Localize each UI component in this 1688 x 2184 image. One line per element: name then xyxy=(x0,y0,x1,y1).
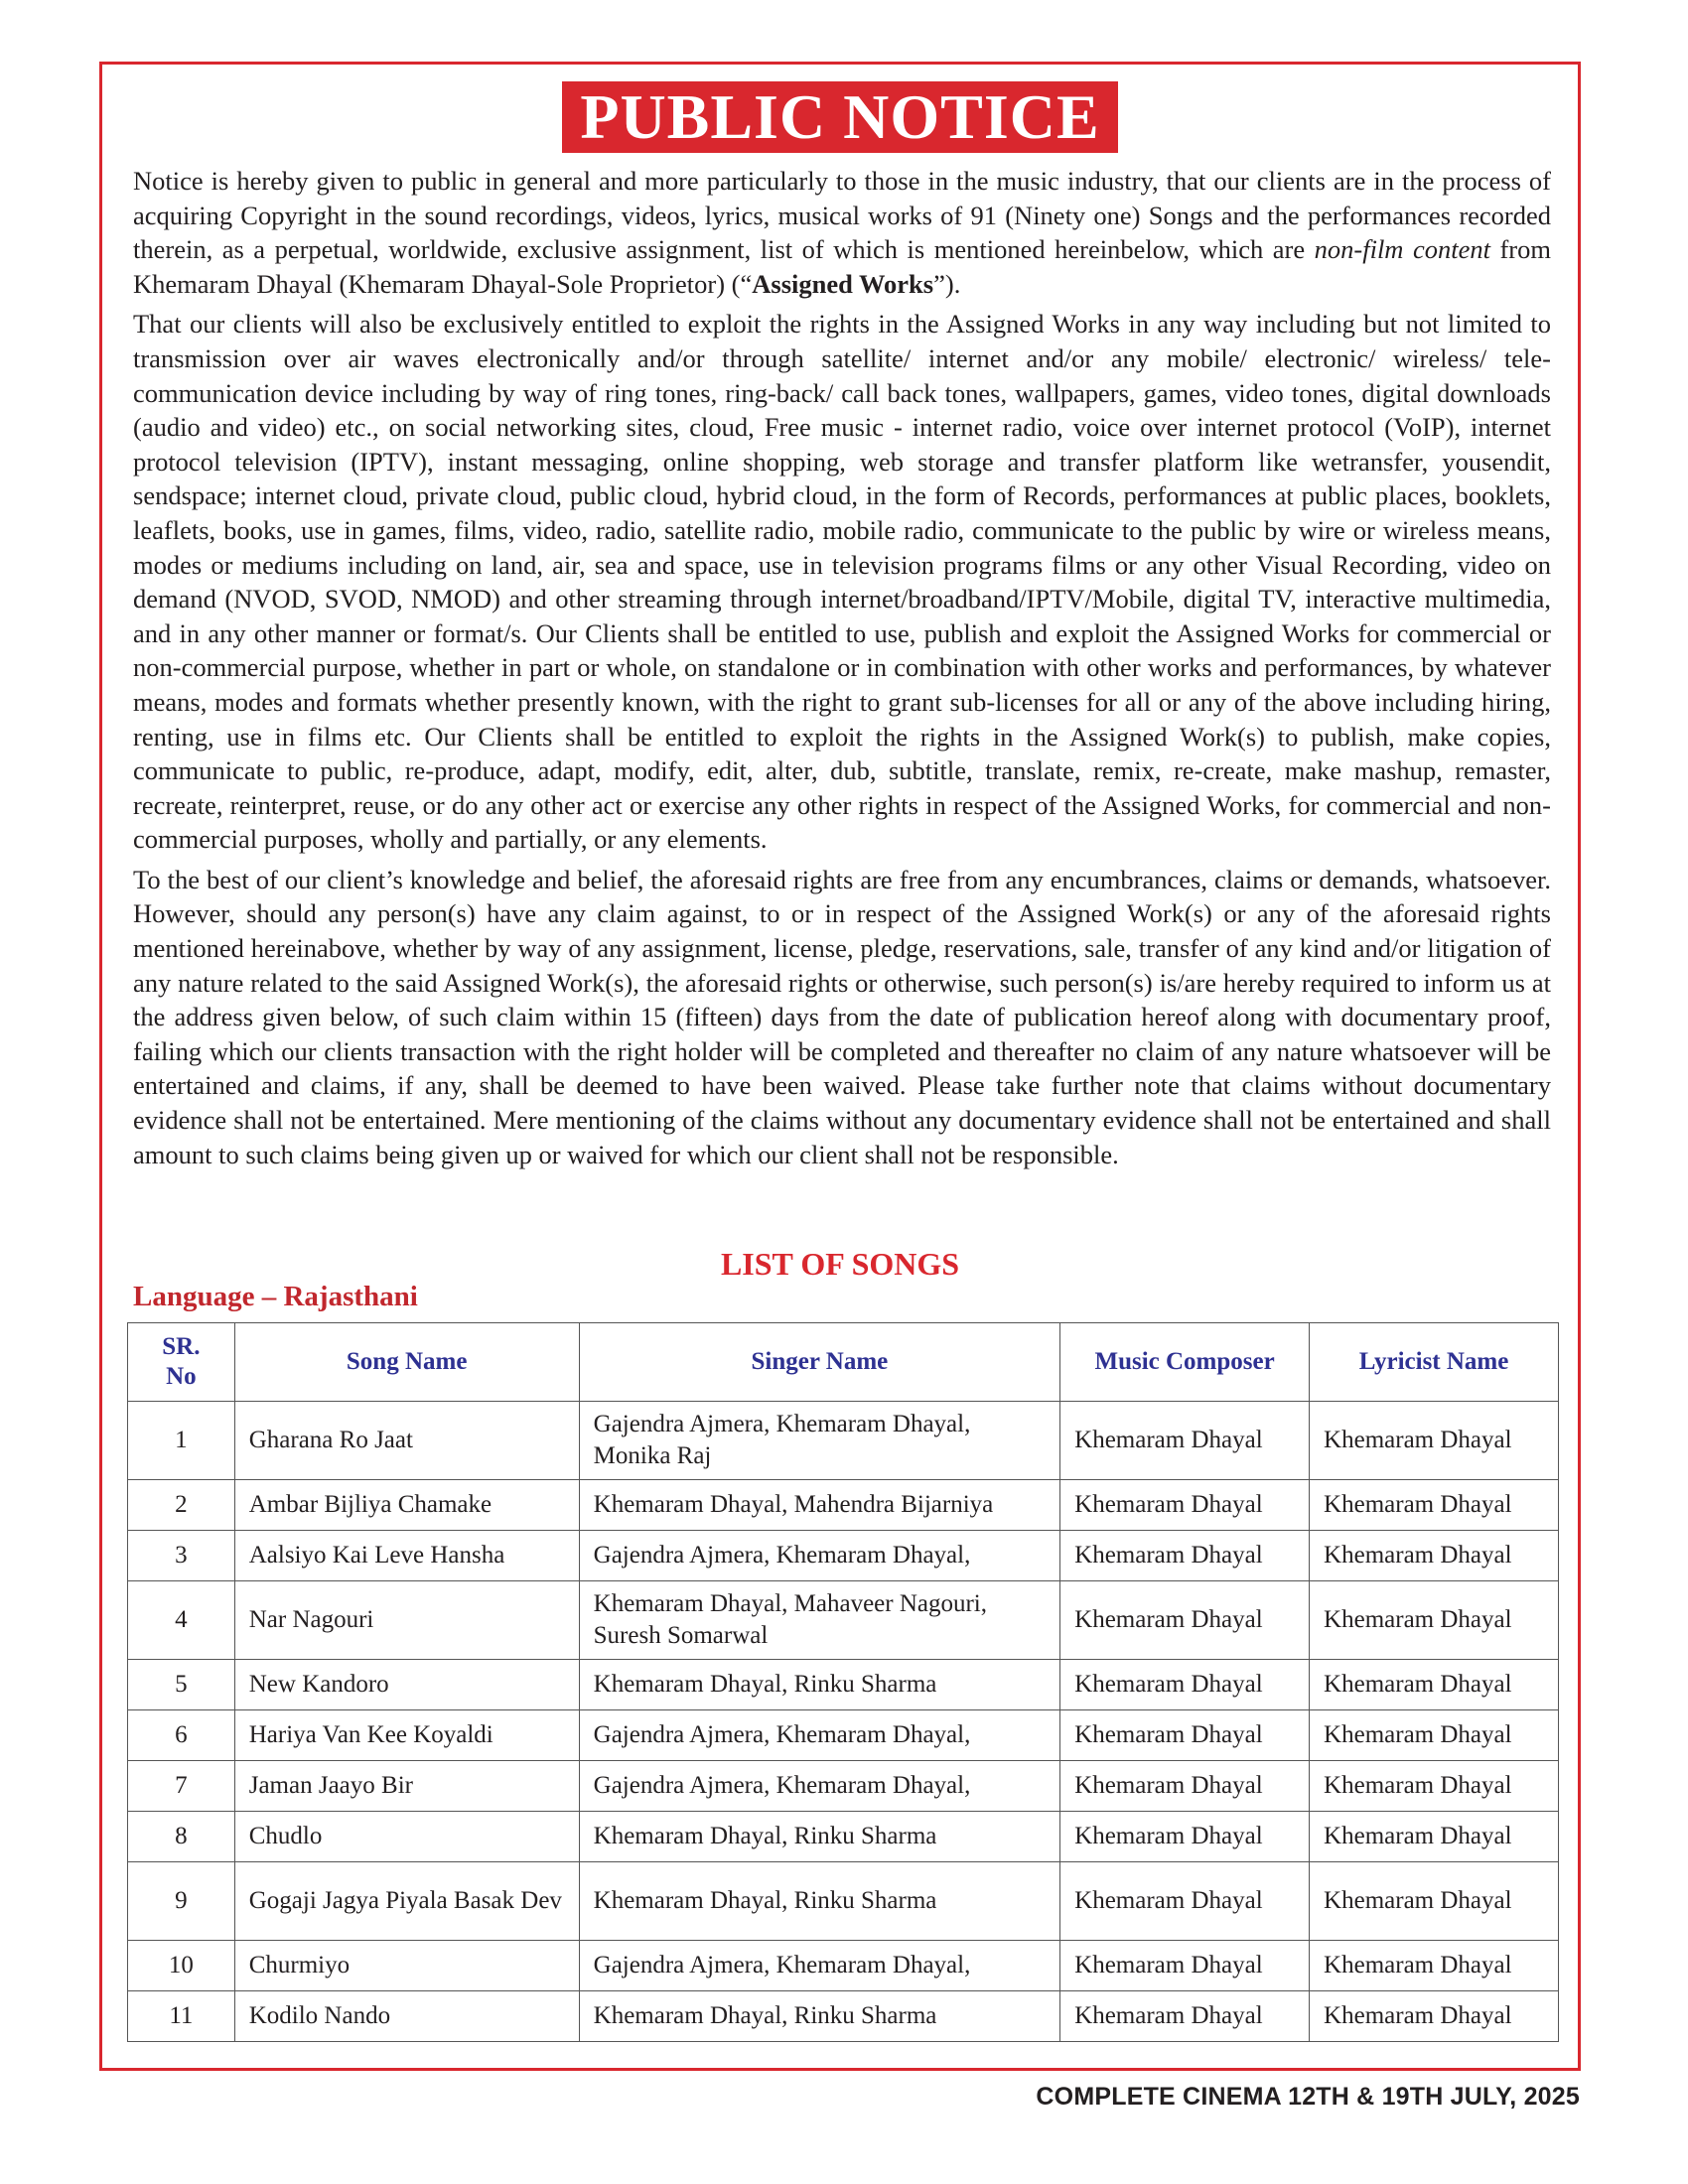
row-music-composer: Khemaram Dhayal xyxy=(1060,1402,1310,1480)
row-sr-no: 2 xyxy=(128,1480,235,1531)
paragraph-rights: That our clients will also be exclusively entitled to exploit the rights in the Assigned Works in any way including but not limited to transmission over air waves electronically and/or through satellite/ internet and/or any mobile/ electronic/ wireless/ tele-communication device including by way of ring tones, ring-back/ call back tones, wallpapers, games, video tones, digital downloads (audio and video) etc., on social networking sites, cloud, Free music - internet radio, voice over internet protocol (VoIP), internet protocol television (IPTV), instant messaging, online shopping, web storage and transfer platform like wetransfer, yousendit, sendspace; internet cloud, private cloud, public cloud, hybrid cloud, in the form of Records, performances at public places, booklets, leaflets, books, use in games, films, video, radio, satellite radio, mobile radio, communicate to the public by wire or wireless means, modes or mediums including on land, air, sea and space, use in television programs films or any other Visual Recording, video on demand (NVOD, SVOD, NMOD) and other streaming through internet/broadband/IPTV/Mobile, digital TV, interactive multimedia, and in any other manner or format/s. Our Clients shall be entitled to use, publish and exploit the Assigned Works for commercial or non-commercial purpose, whether in part or whole, on standalone or in combination with other works and performances, by whatever means, modes and formats whether presently known, with the right to grant sub-licenses for all or any of the above including hiring, renting, use in films etc. Our Clients shall be entitled to exploit the rights in the Assigned Work(s) to publish, make copies, communicate to public, re-produce, adapt, modify, edit, alter, dub, subtitle, translate, remix, re-create, make mashup, remaster, recreate, reinterpret, reuse, or do any other act or exercise any other rights in respect of the Assigned Works, for commercial and non-commercial purposes, wholly and partially, or any elements. xyxy=(133,309,1551,855)
row-singer-name: Khemaram Dhayal, Rinku Sharma xyxy=(579,1660,1060,1710)
intro-text-mid: from Khemaram Dhayal (Khemaram Dhayal-Sole Proprietor) (“ xyxy=(133,234,1551,299)
row-lyricist-name: Khemaram Dhayal xyxy=(1310,1480,1559,1531)
header-song-name: Song Name xyxy=(234,1323,579,1402)
row-sr-no: 4 xyxy=(128,1581,235,1660)
table-row xyxy=(128,1812,1559,1862)
intro-bold: Assigned Works xyxy=(752,268,934,299)
header-lyricist-name: Lyricist Name xyxy=(1310,1323,1559,1402)
row-singer-name: Gajendra Ajmera, Khemaram Dhayal, xyxy=(579,1531,1060,1581)
row-sr-no: 6 xyxy=(128,1710,235,1761)
table-row xyxy=(128,1710,1559,1761)
row-song-name: Gharana Ro Jaat xyxy=(234,1402,579,1480)
table-row xyxy=(128,1531,1559,1581)
table-row xyxy=(128,1991,1559,2042)
row-singer-name: Gajendra Ajmera, Khemaram Dhayal, xyxy=(579,1941,1060,1991)
table-row xyxy=(128,1862,1559,1941)
row-lyricist-name: Khemaram Dhayal xyxy=(1310,1991,1559,2042)
header-sr-no xyxy=(128,1323,235,1402)
table-row xyxy=(128,1402,1559,1480)
row-singer-name: Gajendra Ajmera, Khemaram Dhayal, xyxy=(579,1761,1060,1812)
header-singer-name: Singer Name xyxy=(579,1323,1060,1402)
row-sr-no: 11 xyxy=(128,1991,235,2042)
row-music-composer: Khemaram Dhayal xyxy=(1060,1581,1310,1660)
row-music-composer: Khemaram Dhayal xyxy=(1060,1991,1310,2042)
row-music-composer: Khemaram Dhayal xyxy=(1060,1660,1310,1710)
row-sr-no: 9 xyxy=(128,1862,235,1941)
table-row xyxy=(128,1761,1559,1812)
notice-title: PUBLIC NOTICE xyxy=(562,81,1117,153)
row-song-name: Ambar Bijliya Chamake xyxy=(234,1480,579,1531)
table-row xyxy=(128,1660,1559,1710)
row-lyricist-name: Khemaram Dhayal xyxy=(1310,1581,1559,1660)
row-song-name: Chudlo xyxy=(234,1812,579,1862)
table-row xyxy=(128,1941,1559,1991)
header-sr-line2: No xyxy=(166,1363,197,1390)
row-singer-name: Khemaram Dhayal, Rinku Sharma xyxy=(579,1862,1060,1941)
row-song-name: Churmiyo xyxy=(234,1941,579,1991)
row-song-name: New Kandoro xyxy=(234,1660,579,1710)
publication-footer: COMPLETE CINEMA 12TH & 19TH JULY, 2025 xyxy=(1036,2083,1580,2111)
row-music-composer: Khemaram Dhayal xyxy=(1060,1710,1310,1761)
notice-frame xyxy=(99,62,1581,2071)
header-music-composer: Music Composer xyxy=(1060,1323,1310,1402)
row-music-composer: Khemaram Dhayal xyxy=(1060,1531,1310,1581)
row-sr-no: 8 xyxy=(128,1812,235,1862)
row-music-composer: Khemaram Dhayal xyxy=(1060,1761,1310,1812)
row-lyricist-name: Khemaram Dhayal xyxy=(1310,1761,1559,1812)
title-wrap xyxy=(102,81,1578,153)
row-singer-name: Khemaram Dhayal, Rinku Sharma xyxy=(579,1991,1060,2042)
intro-italic: non-film content xyxy=(1314,234,1490,265)
row-lyricist-name: Khemaram Dhayal xyxy=(1310,1531,1559,1581)
row-lyricist-name: Khemaram Dhayal xyxy=(1310,1812,1559,1862)
paragraph-intro xyxy=(133,164,1551,301)
row-sr-no: 5 xyxy=(128,1660,235,1710)
row-sr-no: 3 xyxy=(128,1531,235,1581)
language-label: Language – Rajasthani xyxy=(133,1281,418,1312)
intro-text: Notice is hereby given to public in general and more particularly to those in the music industry, that our clients are in the process of acquiring Copyright in the sound recordings, videos, lyrics, musical works of 91 (Ninety one) Songs and the performances recorded therein, as a perpetual, worldwide, exclusive assignment, list of which is mentioned hereinbelow, which are xyxy=(133,166,1551,265)
row-sr-no: 1 xyxy=(128,1402,235,1480)
list-of-songs-heading: LIST OF SONGS xyxy=(720,1246,960,1282)
row-sr-no: 7 xyxy=(128,1761,235,1812)
row-lyricist-name: Khemaram Dhayal xyxy=(1310,1710,1559,1761)
table-row xyxy=(128,1581,1559,1660)
songs-table-body xyxy=(128,1402,1559,2042)
songs-table xyxy=(127,1322,1559,2042)
row-music-composer: Khemaram Dhayal xyxy=(1060,1812,1310,1862)
table-header-row xyxy=(128,1323,1559,1402)
row-music-composer: Khemaram Dhayal xyxy=(1060,1862,1310,1941)
table-row xyxy=(128,1480,1559,1531)
row-music-composer: Khemaram Dhayal xyxy=(1060,1941,1310,1991)
row-song-name: Aalsiyo Kai Leve Hansha xyxy=(234,1531,579,1581)
row-singer-name: Khemaram Dhayal, Mahaveer Nagouri, Suresh Somarwal xyxy=(579,1581,1060,1660)
row-singer-name: Khemaram Dhayal, Mahendra Bijarniya xyxy=(579,1480,1060,1531)
row-singer-name: Khemaram Dhayal, Rinku Sharma xyxy=(579,1812,1060,1862)
row-lyricist-name: Khemaram Dhayal xyxy=(1310,1402,1559,1480)
row-sr-no: 10 xyxy=(128,1941,235,1991)
intro-text-end: ”). xyxy=(933,268,961,299)
row-singer-name: Gajendra Ajmera, Khemaram Dhayal, Monika Raj xyxy=(579,1402,1060,1480)
row-lyricist-name: Khemaram Dhayal xyxy=(1310,1941,1559,1991)
header-sr-line1: SR. xyxy=(162,1333,201,1360)
row-music-composer: Khemaram Dhayal xyxy=(1060,1480,1310,1531)
row-song-name: Hariya Van Kee Koyaldi xyxy=(234,1710,579,1761)
row-lyricist-name: Khemaram Dhayal xyxy=(1310,1660,1559,1710)
row-song-name: Nar Nagouri xyxy=(234,1581,579,1660)
row-song-name: Kodilo Nando xyxy=(234,1991,579,2042)
row-lyricist-name: Khemaram Dhayal xyxy=(1310,1862,1559,1941)
row-song-name: Jaman Jaayo Bir xyxy=(234,1761,579,1812)
row-singer-name: Gajendra Ajmera, Khemaram Dhayal, xyxy=(579,1710,1060,1761)
paragraph-claims: To the best of our client’s knowledge and belief, the aforesaid rights are free from any encumbrances, claims or demands, whatsoever. However, should any person(s) have any claim against, to or in respect of the Assigned Work(s) or any of the aforesaid rights mentioned hereinabove, whether by way of any assignment, license, pledge, reservations, sale, transfer of any kind and/or litigation of any nature related to the said Assigned Work(s), the aforesaid rights or otherwise, such person(s) is/are hereby required to inform us at the address given below, of such claim within 15 (fifteen) days from the date of publication hereof along with documentary proof, failing which our clients transaction with the right holder will be completed and thereafter no claim of any nature whatsoever will be entertained and claims, if any, shall be deemed to have been waived. Please take further note that claims without documentary evidence shall not be entertained. Mere mentioning of the claims without any documentary evidence shall not be entertained and shall amount to such claims being given up or waived for which our client shall not be responsible. xyxy=(133,864,1551,1169)
row-song-name: Gogaji Jagya Piyala Basak Dev xyxy=(234,1862,579,1941)
notice-body xyxy=(133,164,1551,1177)
